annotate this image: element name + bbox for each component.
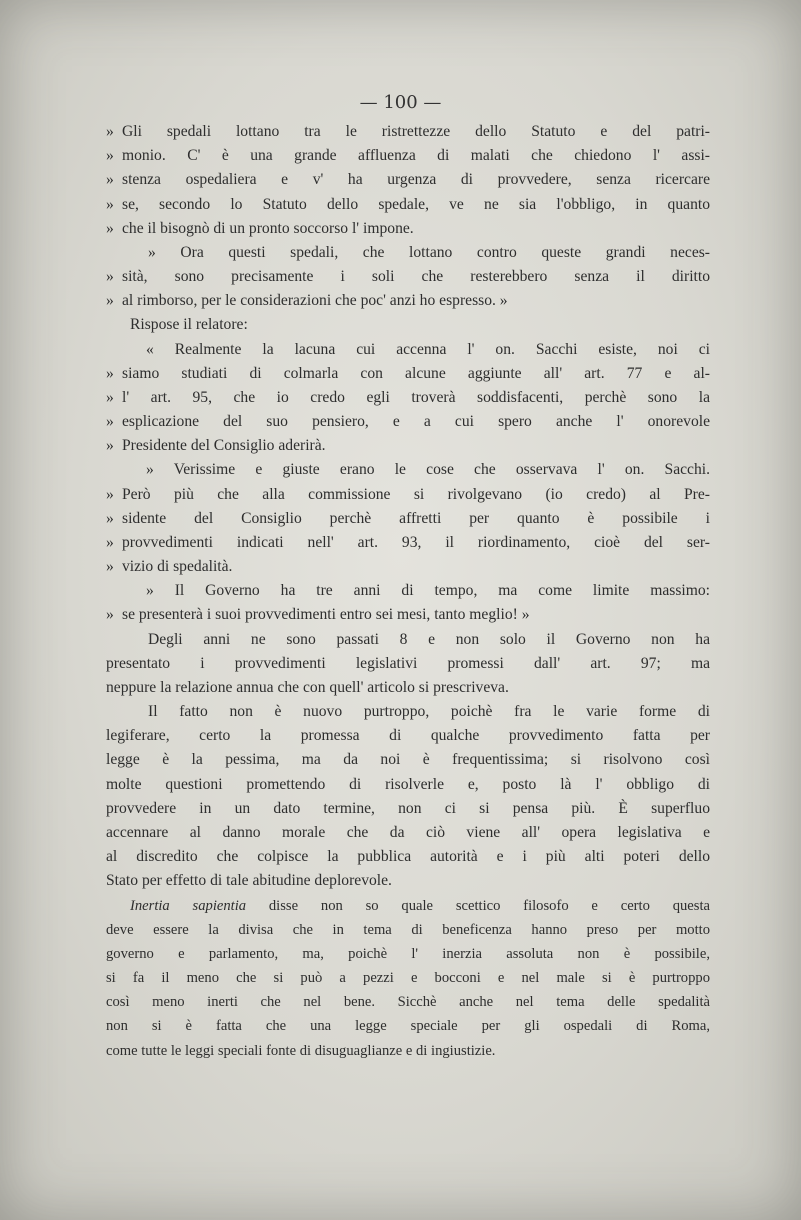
text-line xyxy=(106,700,710,724)
line-text: Degli anni ne sono passati 8 e non solo il Governo non ha xyxy=(148,630,710,648)
line-text: disse non so quale scettico filosofo e certo questa xyxy=(246,897,710,914)
line-text: al discredito che colpisce la pubblica autorità e i più alti poteri dello xyxy=(106,848,710,866)
text-line xyxy=(106,579,710,603)
line-text: così meno inerti che nel bene. Sicchè anche nel tema delle spedalità xyxy=(106,994,710,1011)
line-text: come tutte le leggi speciali fonte di disuguaglianze e di ingiustizie. xyxy=(106,1042,496,1059)
line-text: Il fatto non è nuovo purtroppo, poichè fra le varie forme di xyxy=(148,703,710,721)
text-line xyxy=(106,748,710,772)
text-line xyxy=(106,628,710,652)
line-text: Però più che alla commissione si rivolgevano (io credo) al Pre- xyxy=(122,485,710,503)
line-text: legiferare, certo la promessa di qualche provvedimento fatta per xyxy=(106,727,710,745)
line-text: accennare al danno morale che da ciò viene all' opera legislativa e xyxy=(106,823,710,841)
text-line xyxy=(106,434,710,458)
text-line xyxy=(106,869,710,893)
text-line xyxy=(106,724,710,748)
line-text: neppure la relazione annua che con quell' articolo si prescriveva. xyxy=(106,678,509,696)
text-line xyxy=(106,603,710,627)
line-text: si fa il meno che si può a pezzi e bocconi e nel male si è purtroppo xyxy=(106,970,710,987)
text-line xyxy=(106,990,710,1014)
quote-marker: » xyxy=(106,171,114,189)
quote-marker: » xyxy=(106,606,114,624)
quote-marker: » xyxy=(106,509,114,527)
text-line xyxy=(106,193,710,217)
quote-marker: » xyxy=(106,413,114,431)
line-text: siamo studiati di colmarla con alcune aggiunte all' art. 77 e al- xyxy=(122,364,710,382)
line-text: governo e parlamento, ma, poichè l' inerzia assoluta non è possibile, xyxy=(106,945,710,962)
text-line xyxy=(106,241,710,265)
text-line xyxy=(106,483,710,507)
line-text: Rispose il relatore: xyxy=(130,316,248,334)
quote-marker: » xyxy=(106,558,114,576)
text-line xyxy=(106,362,710,386)
line-text: Stato per effetto di tale abitudine deplorevole. xyxy=(106,872,392,890)
quote-marker: » xyxy=(106,292,114,310)
text-line xyxy=(106,144,710,168)
text-line xyxy=(106,289,710,313)
quote-marker: » xyxy=(106,268,114,286)
text-line xyxy=(106,797,710,821)
italic-phrase: Inertia sapientia xyxy=(130,897,247,914)
line-text: presentato i provvedimenti legislativi promessi dall' art. 97; ma xyxy=(106,654,710,672)
text-line xyxy=(106,821,710,845)
line-text: » Verissime e giuste erano le cose che osservava l' on. Sacchi. xyxy=(146,461,710,479)
text-line xyxy=(106,313,710,337)
line-text: monio. C' è una grande affluenza di malati che chiedono l' assi- xyxy=(122,147,710,165)
line-text: Presidente del Consiglio aderirà. xyxy=(122,437,326,455)
text-line xyxy=(106,773,710,797)
line-text: deve essere la divisa che in tema di beneficenza hanno preso per motto xyxy=(106,921,710,938)
text-line xyxy=(106,966,710,990)
text-line xyxy=(106,120,710,144)
quote-marker: » xyxy=(106,195,114,213)
text-line xyxy=(106,458,710,482)
line-text: « Realmente la lacuna cui accenna l' on. Sacchi esiste, noi ci xyxy=(146,340,710,358)
line-text: al rimborso, per le considerazioni che poc' anzi ho espresso. » xyxy=(122,292,508,310)
text-line xyxy=(106,555,710,579)
text-line xyxy=(106,507,710,531)
line-text: non si è fatta che una legge speciale per gli ospedali di Roma, xyxy=(106,1018,710,1035)
line-text: provvedimenti indicati nell' art. 93, il riordinamento, cioè del ser- xyxy=(122,533,710,551)
text-line xyxy=(106,217,710,241)
line-text: Gli spedali lottano tra le ristrettezze dello Statuto e del patri- xyxy=(122,123,710,140)
line-text: legge è la pessima, ma da noi è frequentissima; si risolvono così xyxy=(106,751,710,769)
line-text: l' art. 95, che io credo egli troverà soddisfacenti, perchè sono la xyxy=(122,388,710,406)
text-line xyxy=(106,652,710,676)
quote-marker: » xyxy=(106,437,114,455)
text-line xyxy=(106,386,710,410)
quote-marker: » xyxy=(106,485,114,503)
line-text: esplicazione del suo pensiero, e a cui spero anche l' onorevole xyxy=(122,413,710,431)
line-text: se, secondo lo Statuto dello spedale, ve ne sia l'obbligo, in quanto xyxy=(122,195,710,213)
text-line xyxy=(106,265,710,289)
quote-marker: » xyxy=(106,219,114,237)
line-text: sidente del Consiglio perchè affretti per quanto è possibile i xyxy=(122,509,710,527)
line-text: » Il Governo ha tre anni di tempo, ma come limite massimo: xyxy=(146,582,710,600)
text-line xyxy=(106,845,710,869)
body-text xyxy=(106,120,710,1063)
text-line xyxy=(106,338,710,362)
line-text: vizio di spedalità. xyxy=(122,558,233,576)
text-line xyxy=(106,1039,710,1063)
quote-marker: » xyxy=(106,147,114,165)
text-line xyxy=(106,942,710,966)
quote-marker: » xyxy=(106,533,114,551)
line-text: che il bisognò di un pronto soccorso l' impone. xyxy=(122,219,414,237)
line-text: se presenterà i suoi provvedimenti entro sei mesi, tanto meglio! » xyxy=(122,606,530,624)
line-text: stenza ospedaliera e v' ha urgenza di provvedere, senza ricercare xyxy=(122,171,710,189)
quote-marker: » xyxy=(106,123,114,140)
line-text: provvedere in un dato termine, non ci si pensa più. È superfluo xyxy=(106,799,710,817)
text-line xyxy=(106,676,710,700)
line-text: » Ora questi spedali, che lottano contro queste grandi neces- xyxy=(148,243,710,261)
page-number: — 100 — xyxy=(359,92,442,113)
quote-marker: » xyxy=(106,364,114,382)
text-line xyxy=(106,168,710,192)
text-line xyxy=(106,531,710,555)
text-line xyxy=(106,1014,710,1038)
quote-marker: » xyxy=(106,388,114,406)
text-line xyxy=(106,918,710,942)
text-line xyxy=(106,894,710,918)
line-text: molte questioni promettendo di risolverle e, posto là l' obbligo di xyxy=(106,775,710,793)
text-line xyxy=(106,410,710,434)
line-text: sità, sono precisamente i soli che resterebbero senza il diritto xyxy=(122,268,710,286)
